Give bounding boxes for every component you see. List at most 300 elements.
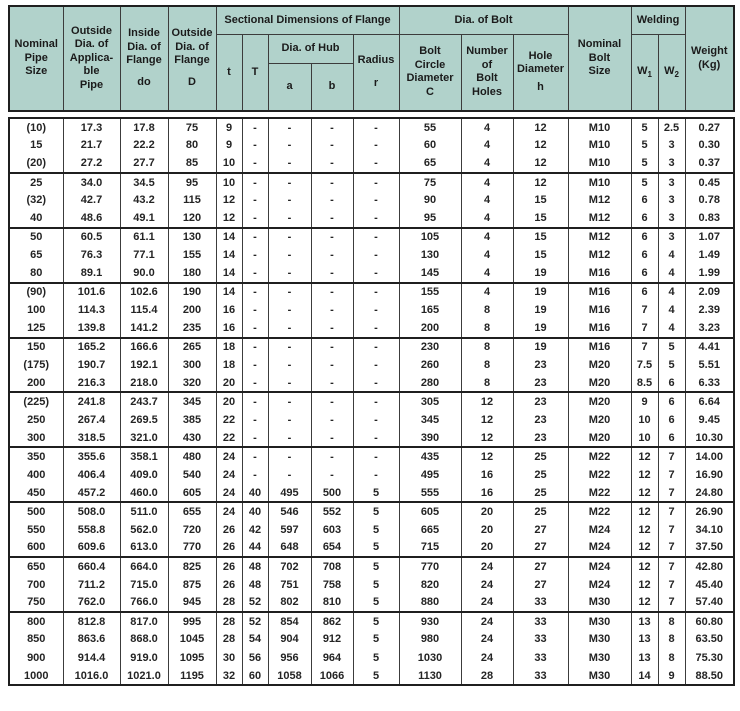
cell-outside-dia-applicable-pipe: 76.3 bbox=[63, 246, 120, 264]
cell-nominal-bolt-size: M22 bbox=[568, 502, 631, 520]
cell-t: 12 bbox=[216, 209, 242, 227]
cell-nominal-bolt-size: M16 bbox=[568, 338, 631, 356]
col-header-w2 bbox=[658, 34, 685, 111]
cell-nominal-pipe-size: 400 bbox=[9, 466, 63, 484]
cell-nominal-bolt-size: M20 bbox=[568, 411, 631, 429]
cell-welding-w2: 7 bbox=[658, 557, 685, 575]
cell-hole-diameter-h: 23 bbox=[513, 429, 568, 447]
cell-welding-w2: 7 bbox=[658, 575, 685, 593]
cell-t-cap: - bbox=[242, 429, 268, 447]
cell-t-cap: 48 bbox=[242, 575, 268, 593]
cell-welding-w1: 6 bbox=[631, 209, 658, 227]
cell-number-of-bolt-holes: 4 bbox=[461, 209, 513, 227]
cell-welding-w1: 12 bbox=[631, 521, 658, 539]
cell-nominal-pipe-size: 1000 bbox=[9, 667, 63, 685]
cell-outside-dia-applicable-pipe: 101.6 bbox=[63, 283, 120, 301]
cell-bolt-circle-diameter-c: 60 bbox=[399, 136, 461, 154]
cell-nominal-pipe-size: 700 bbox=[9, 575, 63, 593]
cell-t: 26 bbox=[216, 575, 242, 593]
table-row bbox=[9, 155, 734, 173]
cell-bolt-circle-diameter-c: 280 bbox=[399, 374, 461, 392]
cell-hub-a: - bbox=[268, 338, 311, 356]
cell-hole-diameter-h: 33 bbox=[513, 630, 568, 648]
table-row bbox=[9, 392, 734, 410]
cell-nominal-pipe-size: 750 bbox=[9, 594, 63, 612]
cell-nominal-pipe-size: 100 bbox=[9, 301, 63, 319]
cell-t-cap: - bbox=[242, 447, 268, 465]
cell-number-of-bolt-holes: 12 bbox=[461, 447, 513, 465]
cell-bolt-circle-diameter-c: 435 bbox=[399, 447, 461, 465]
cell-outside-dia-applicable-pipe: 114.3 bbox=[63, 301, 120, 319]
cell-outside-dia-applicable-pipe: 609.6 bbox=[63, 539, 120, 557]
cell-hub-a: 597 bbox=[268, 521, 311, 539]
cell-outside-dia-applicable-pipe: 711.2 bbox=[63, 575, 120, 593]
cell-number-of-bolt-holes: 4 bbox=[461, 246, 513, 264]
cell-hub-b: - bbox=[311, 411, 353, 429]
cell-hub-a: 751 bbox=[268, 575, 311, 593]
cell-nominal-bolt-size: M20 bbox=[568, 429, 631, 447]
cell-t-cap: - bbox=[242, 209, 268, 227]
cell-outside-dia-flange-d: 155 bbox=[168, 246, 216, 264]
cell-nominal-pipe-size: 15 bbox=[9, 136, 63, 154]
cell-nominal-pipe-size: 450 bbox=[9, 484, 63, 502]
cell-bolt-circle-diameter-c: 75 bbox=[399, 173, 461, 191]
cell-t: 18 bbox=[216, 356, 242, 374]
header-symbol-do: do bbox=[137, 76, 151, 89]
cell-nominal-bolt-size: M16 bbox=[568, 264, 631, 282]
table-row bbox=[9, 136, 734, 154]
cell-nominal-pipe-size: (10) bbox=[9, 118, 63, 136]
cell-number-of-bolt-holes: 16 bbox=[461, 466, 513, 484]
cell-radius-r: - bbox=[353, 155, 399, 173]
cell-hole-diameter-h: 15 bbox=[513, 228, 568, 246]
cell-hub-a: - bbox=[268, 173, 311, 191]
cell-hub-b: 654 bbox=[311, 539, 353, 557]
cell-bolt-circle-diameter-c: 95 bbox=[399, 209, 461, 227]
cell-hole-diameter-h: 25 bbox=[513, 466, 568, 484]
cell-number-of-bolt-holes: 8 bbox=[461, 319, 513, 337]
cell-hub-b: - bbox=[311, 374, 353, 392]
cell-t: 32 bbox=[216, 667, 242, 685]
cell-number-of-bolt-holes: 24 bbox=[461, 557, 513, 575]
cell-hub-b: - bbox=[311, 173, 353, 191]
cell-weight-kg: 24.80 bbox=[685, 484, 734, 502]
cell-hub-a: - bbox=[268, 136, 311, 154]
cell-outside-dia-flange-d: 190 bbox=[168, 283, 216, 301]
cell-outside-dia-flange-d: 430 bbox=[168, 429, 216, 447]
cell-radius-r: - bbox=[353, 191, 399, 209]
w1-subscript: 1 bbox=[647, 69, 652, 79]
cell-hole-diameter-h: 27 bbox=[513, 521, 568, 539]
cell-hole-diameter-h: 27 bbox=[513, 557, 568, 575]
cell-outside-dia-applicable-pipe: 914.4 bbox=[63, 649, 120, 667]
cell-number-of-bolt-holes: 24 bbox=[461, 575, 513, 593]
cell-weight-kg: 0.45 bbox=[685, 173, 734, 191]
cell-nominal-pipe-size: 350 bbox=[9, 447, 63, 465]
cell-welding-w2: 6 bbox=[658, 392, 685, 410]
table-row bbox=[9, 264, 734, 282]
cell-t: 14 bbox=[216, 246, 242, 264]
cell-radius-r: - bbox=[353, 264, 399, 282]
cell-weight-kg: 63.50 bbox=[685, 630, 734, 648]
cell-nominal-pipe-size: 600 bbox=[9, 539, 63, 557]
cell-hub-b: - bbox=[311, 191, 353, 209]
cell-welding-w2: 8 bbox=[658, 612, 685, 630]
cell-hub-b: 500 bbox=[311, 484, 353, 502]
cell-t: 26 bbox=[216, 521, 242, 539]
cell-t-cap: - bbox=[242, 319, 268, 337]
cell-hub-a: - bbox=[268, 301, 311, 319]
cell-nominal-pipe-size: 25 bbox=[9, 173, 63, 191]
cell-hub-a: - bbox=[268, 447, 311, 465]
cell-welding-w2: 3 bbox=[658, 155, 685, 173]
cell-hub-a: - bbox=[268, 246, 311, 264]
cell-weight-kg: 3.23 bbox=[685, 319, 734, 337]
cell-number-of-bolt-holes: 24 bbox=[461, 630, 513, 648]
cell-outside-dia-flange-d: 605 bbox=[168, 484, 216, 502]
cell-nominal-bolt-size: M12 bbox=[568, 246, 631, 264]
header-label: W bbox=[637, 64, 648, 77]
cell-hole-diameter-h: 23 bbox=[513, 374, 568, 392]
cell-nominal-bolt-size: M30 bbox=[568, 667, 631, 685]
cell-nominal-pipe-size: 800 bbox=[9, 612, 63, 630]
flange-table-header bbox=[8, 5, 735, 112]
cell-weight-kg: 5.51 bbox=[685, 356, 734, 374]
cell-welding-w2: 6 bbox=[658, 429, 685, 447]
cell-inside-dia-flange-do: 192.1 bbox=[120, 356, 168, 374]
cell-outside-dia-flange-d: 945 bbox=[168, 594, 216, 612]
cell-t-cap: 40 bbox=[242, 484, 268, 502]
cell-inside-dia-flange-do: 613.0 bbox=[120, 539, 168, 557]
table-row bbox=[9, 630, 734, 648]
cell-welding-w2: 3 bbox=[658, 191, 685, 209]
cell-number-of-bolt-holes: 8 bbox=[461, 301, 513, 319]
cell-hub-b: - bbox=[311, 356, 353, 374]
cell-number-of-bolt-holes: 4 bbox=[461, 136, 513, 154]
cell-outside-dia-flange-d: 80 bbox=[168, 136, 216, 154]
cell-hub-b: 912 bbox=[311, 630, 353, 648]
cell-welding-w1: 9 bbox=[631, 392, 658, 410]
row-group-7 bbox=[9, 447, 734, 502]
table-row bbox=[9, 228, 734, 246]
cell-radius-r: 5 bbox=[353, 667, 399, 685]
table-row bbox=[9, 118, 734, 136]
header-label: Number of Bolt Holes bbox=[466, 45, 508, 98]
cell-welding-w1: 12 bbox=[631, 466, 658, 484]
cell-nominal-bolt-size: M24 bbox=[568, 539, 631, 557]
cell-bolt-circle-diameter-c: 165 bbox=[399, 301, 461, 319]
cell-t-cap: - bbox=[242, 356, 268, 374]
cell-t: 26 bbox=[216, 539, 242, 557]
cell-outside-dia-flange-d: 320 bbox=[168, 374, 216, 392]
cell-inside-dia-flange-do: 102.6 bbox=[120, 283, 168, 301]
cell-nominal-bolt-size: M12 bbox=[568, 209, 631, 227]
cell-hole-diameter-h: 33 bbox=[513, 667, 568, 685]
cell-outside-dia-applicable-pipe: 355.6 bbox=[63, 447, 120, 465]
cell-radius-r: 5 bbox=[353, 649, 399, 667]
cell-welding-w2: 2.5 bbox=[658, 118, 685, 136]
cell-radius-r: 5 bbox=[353, 575, 399, 593]
cell-radius-r: 5 bbox=[353, 612, 399, 630]
cell-hub-a: - bbox=[268, 411, 311, 429]
cell-weight-kg: 14.00 bbox=[685, 447, 734, 465]
cell-outside-dia-applicable-pipe: 406.4 bbox=[63, 466, 120, 484]
cell-t-cap: - bbox=[242, 191, 268, 209]
cell-hub-b: - bbox=[311, 209, 353, 227]
cell-nominal-pipe-size: 300 bbox=[9, 429, 63, 447]
cell-outside-dia-flange-d: 120 bbox=[168, 209, 216, 227]
cell-t-cap: 54 bbox=[242, 630, 268, 648]
cell-outside-dia-flange-d: 85 bbox=[168, 155, 216, 173]
cell-welding-w1: 12 bbox=[631, 575, 658, 593]
cell-number-of-bolt-holes: 4 bbox=[461, 283, 513, 301]
cell-hole-diameter-h: 12 bbox=[513, 136, 568, 154]
header-label: Outside Dia. of Flange bbox=[171, 27, 213, 66]
cell-t-cap: 48 bbox=[242, 557, 268, 575]
cell-welding-w2: 7 bbox=[658, 502, 685, 520]
cell-weight-kg: 2.39 bbox=[685, 301, 734, 319]
cell-bolt-circle-diameter-c: 55 bbox=[399, 118, 461, 136]
cell-nominal-bolt-size: M16 bbox=[568, 319, 631, 337]
cell-radius-r: 5 bbox=[353, 484, 399, 502]
cell-bolt-circle-diameter-c: 65 bbox=[399, 155, 461, 173]
table-row bbox=[9, 209, 734, 227]
cell-outside-dia-flange-d: 1195 bbox=[168, 667, 216, 685]
cell-nominal-bolt-size: M30 bbox=[568, 649, 631, 667]
cell-t-cap: - bbox=[242, 264, 268, 282]
cell-radius-r: - bbox=[353, 466, 399, 484]
cell-weight-kg: 57.40 bbox=[685, 594, 734, 612]
cell-inside-dia-flange-do: 766.0 bbox=[120, 594, 168, 612]
col-header-sectional-dimensions: Sectional Dimensions of Flange bbox=[216, 6, 399, 34]
cell-welding-w2: 8 bbox=[658, 630, 685, 648]
cell-outside-dia-flange-d: 75 bbox=[168, 118, 216, 136]
cell-inside-dia-flange-do: 358.1 bbox=[120, 447, 168, 465]
cell-number-of-bolt-holes: 4 bbox=[461, 191, 513, 209]
cell-radius-r: - bbox=[353, 447, 399, 465]
cell-welding-w1: 12 bbox=[631, 539, 658, 557]
cell-t: 24 bbox=[216, 502, 242, 520]
cell-inside-dia-flange-do: 27.7 bbox=[120, 155, 168, 173]
cell-outside-dia-applicable-pipe: 17.3 bbox=[63, 118, 120, 136]
cell-outside-dia-flange-d: 1095 bbox=[168, 649, 216, 667]
cell-bolt-circle-diameter-c: 1030 bbox=[399, 649, 461, 667]
cell-hub-b: - bbox=[311, 264, 353, 282]
row-group-2 bbox=[9, 173, 734, 228]
cell-outside-dia-flange-d: 115 bbox=[168, 191, 216, 209]
cell-welding-w1: 6 bbox=[631, 264, 658, 282]
cell-number-of-bolt-holes: 20 bbox=[461, 521, 513, 539]
cell-t: 28 bbox=[216, 612, 242, 630]
cell-hub-a: - bbox=[268, 429, 311, 447]
cell-nominal-pipe-size: 250 bbox=[9, 411, 63, 429]
cell-outside-dia-applicable-pipe: 318.5 bbox=[63, 429, 120, 447]
cell-radius-r: - bbox=[353, 301, 399, 319]
cell-hub-b: - bbox=[311, 429, 353, 447]
cell-nominal-bolt-size: M22 bbox=[568, 484, 631, 502]
row-group-5 bbox=[9, 338, 734, 393]
table-row bbox=[9, 557, 734, 575]
cell-welding-w1: 10 bbox=[631, 411, 658, 429]
cell-inside-dia-flange-do: 460.0 bbox=[120, 484, 168, 502]
cell-nominal-bolt-size: M24 bbox=[568, 557, 631, 575]
cell-outside-dia-applicable-pipe: 812.8 bbox=[63, 612, 120, 630]
cell-nominal-bolt-size: M20 bbox=[568, 392, 631, 410]
cell-hole-diameter-h: 19 bbox=[513, 319, 568, 337]
cell-t: 12 bbox=[216, 191, 242, 209]
cell-nominal-bolt-size: M10 bbox=[568, 173, 631, 191]
cell-t: 18 bbox=[216, 338, 242, 356]
cell-hub-a: 904 bbox=[268, 630, 311, 648]
cell-t: 14 bbox=[216, 228, 242, 246]
cell-number-of-bolt-holes: 24 bbox=[461, 612, 513, 630]
header-label: Bolt Circle Diameter C bbox=[406, 45, 454, 98]
cell-nominal-pipe-size: 50 bbox=[9, 228, 63, 246]
cell-t-cap: - bbox=[242, 228, 268, 246]
cell-welding-w2: 3 bbox=[658, 136, 685, 154]
cell-outside-dia-flange-d: 655 bbox=[168, 502, 216, 520]
cell-nominal-bolt-size: M20 bbox=[568, 374, 631, 392]
cell-outside-dia-applicable-pipe: 165.2 bbox=[63, 338, 120, 356]
cell-welding-w1: 6 bbox=[631, 246, 658, 264]
cell-welding-w1: 12 bbox=[631, 447, 658, 465]
cell-nominal-bolt-size: M30 bbox=[568, 612, 631, 630]
cell-hole-diameter-h: 25 bbox=[513, 447, 568, 465]
cell-radius-r: 5 bbox=[353, 502, 399, 520]
table-row bbox=[9, 612, 734, 630]
cell-hole-diameter-h: 12 bbox=[513, 118, 568, 136]
cell-weight-kg: 34.10 bbox=[685, 521, 734, 539]
cell-number-of-bolt-holes: 4 bbox=[461, 118, 513, 136]
cell-outside-dia-applicable-pipe: 21.7 bbox=[63, 136, 120, 154]
cell-welding-w2: 7 bbox=[658, 466, 685, 484]
cell-number-of-bolt-holes: 24 bbox=[461, 594, 513, 612]
cell-hub-b: - bbox=[311, 338, 353, 356]
cell-weight-kg: 88.50 bbox=[685, 667, 734, 685]
cell-bolt-circle-diameter-c: 880 bbox=[399, 594, 461, 612]
cell-nominal-bolt-size: M12 bbox=[568, 191, 631, 209]
cell-hub-b: - bbox=[311, 392, 353, 410]
cell-nominal-pipe-size: (32) bbox=[9, 191, 63, 209]
cell-inside-dia-flange-do: 218.0 bbox=[120, 374, 168, 392]
cell-radius-r: 5 bbox=[353, 594, 399, 612]
cell-inside-dia-flange-do: 562.0 bbox=[120, 521, 168, 539]
cell-welding-w1: 13 bbox=[631, 612, 658, 630]
cell-outside-dia-applicable-pipe: 60.5 bbox=[63, 228, 120, 246]
cell-outside-dia-applicable-pipe: 89.1 bbox=[63, 264, 120, 282]
cell-hub-a: - bbox=[268, 118, 311, 136]
cell-hole-diameter-h: 19 bbox=[513, 283, 568, 301]
cell-hub-b: - bbox=[311, 301, 353, 319]
cell-nominal-bolt-size: M10 bbox=[568, 136, 631, 154]
cell-welding-w2: 9 bbox=[658, 667, 685, 685]
cell-t: 24 bbox=[216, 484, 242, 502]
cell-bolt-circle-diameter-c: 820 bbox=[399, 575, 461, 593]
cell-bolt-circle-diameter-c: 230 bbox=[399, 338, 461, 356]
cell-weight-kg: 42.80 bbox=[685, 557, 734, 575]
cell-welding-w1: 13 bbox=[631, 630, 658, 648]
cell-hub-b: 862 bbox=[311, 612, 353, 630]
cell-inside-dia-flange-do: 141.2 bbox=[120, 319, 168, 337]
cell-hub-b: - bbox=[311, 283, 353, 301]
cell-outside-dia-flange-d: 770 bbox=[168, 539, 216, 557]
cell-t-cap: - bbox=[242, 173, 268, 191]
cell-t: 10 bbox=[216, 155, 242, 173]
cell-hub-b: - bbox=[311, 447, 353, 465]
cell-nominal-bolt-size: M10 bbox=[568, 155, 631, 173]
cell-t-cap: - bbox=[242, 118, 268, 136]
cell-t-cap: 42 bbox=[242, 521, 268, 539]
cell-number-of-bolt-holes: 24 bbox=[461, 649, 513, 667]
cell-radius-r: 5 bbox=[353, 539, 399, 557]
col-header-dia-of-hub: Dia. of Hub bbox=[268, 34, 353, 63]
cell-nominal-pipe-size: 900 bbox=[9, 649, 63, 667]
cell-bolt-circle-diameter-c: 980 bbox=[399, 630, 461, 648]
cell-bolt-circle-diameter-c: 665 bbox=[399, 521, 461, 539]
cell-radius-r: - bbox=[353, 136, 399, 154]
cell-inside-dia-flange-do: 22.2 bbox=[120, 136, 168, 154]
cell-t-cap: - bbox=[242, 301, 268, 319]
col-header-inside-dia-flange bbox=[120, 6, 168, 111]
cell-hub-b: - bbox=[311, 246, 353, 264]
cell-outside-dia-applicable-pipe: 34.0 bbox=[63, 173, 120, 191]
cell-bolt-circle-diameter-c: 770 bbox=[399, 557, 461, 575]
cell-inside-dia-flange-do: 817.0 bbox=[120, 612, 168, 630]
header-label: Radius bbox=[357, 54, 395, 67]
cell-inside-dia-flange-do: 243.7 bbox=[120, 392, 168, 410]
cell-outside-dia-applicable-pipe: 139.8 bbox=[63, 319, 120, 337]
cell-welding-w2: 3 bbox=[658, 209, 685, 227]
cell-bolt-circle-diameter-c: 1130 bbox=[399, 667, 461, 685]
cell-hub-a: - bbox=[268, 191, 311, 209]
col-header-radius bbox=[353, 34, 399, 111]
cell-outside-dia-flange-d: 825 bbox=[168, 557, 216, 575]
cell-hub-a: - bbox=[268, 155, 311, 173]
cell-t-cap: - bbox=[242, 374, 268, 392]
cell-weight-kg: 4.41 bbox=[685, 338, 734, 356]
cell-nominal-pipe-size: (225) bbox=[9, 392, 63, 410]
cell-inside-dia-flange-do: 61.1 bbox=[120, 228, 168, 246]
cell-nominal-pipe-size: 125 bbox=[9, 319, 63, 337]
cell-radius-r: - bbox=[353, 411, 399, 429]
cell-bolt-circle-diameter-c: 145 bbox=[399, 264, 461, 282]
table-row bbox=[9, 649, 734, 667]
cell-hole-diameter-h: 23 bbox=[513, 392, 568, 410]
cell-outside-dia-flange-d: 300 bbox=[168, 356, 216, 374]
cell-number-of-bolt-holes: 4 bbox=[461, 173, 513, 191]
cell-hub-a: 495 bbox=[268, 484, 311, 502]
cell-inside-dia-flange-do: 868.0 bbox=[120, 630, 168, 648]
cell-bolt-circle-diameter-c: 260 bbox=[399, 356, 461, 374]
cell-hub-a: 802 bbox=[268, 594, 311, 612]
cell-nominal-pipe-size: 40 bbox=[9, 209, 63, 227]
cell-nominal-bolt-size: M24 bbox=[568, 521, 631, 539]
cell-hole-diameter-h: 27 bbox=[513, 539, 568, 557]
table-row bbox=[9, 374, 734, 392]
cell-welding-w2: 6 bbox=[658, 374, 685, 392]
cell-bolt-circle-diameter-c: 495 bbox=[399, 466, 461, 484]
cell-hole-diameter-h: 33 bbox=[513, 594, 568, 612]
cell-outside-dia-flange-d: 235 bbox=[168, 319, 216, 337]
cell-nominal-pipe-size: 850 bbox=[9, 630, 63, 648]
cell-nominal-bolt-size: M20 bbox=[568, 356, 631, 374]
cell-welding-w2: 5 bbox=[658, 356, 685, 374]
cell-number-of-bolt-holes: 20 bbox=[461, 539, 513, 557]
cell-t-cap: - bbox=[242, 155, 268, 173]
col-header-hub-a: a bbox=[268, 63, 311, 111]
cell-t: 14 bbox=[216, 283, 242, 301]
cell-number-of-bolt-holes: 8 bbox=[461, 356, 513, 374]
